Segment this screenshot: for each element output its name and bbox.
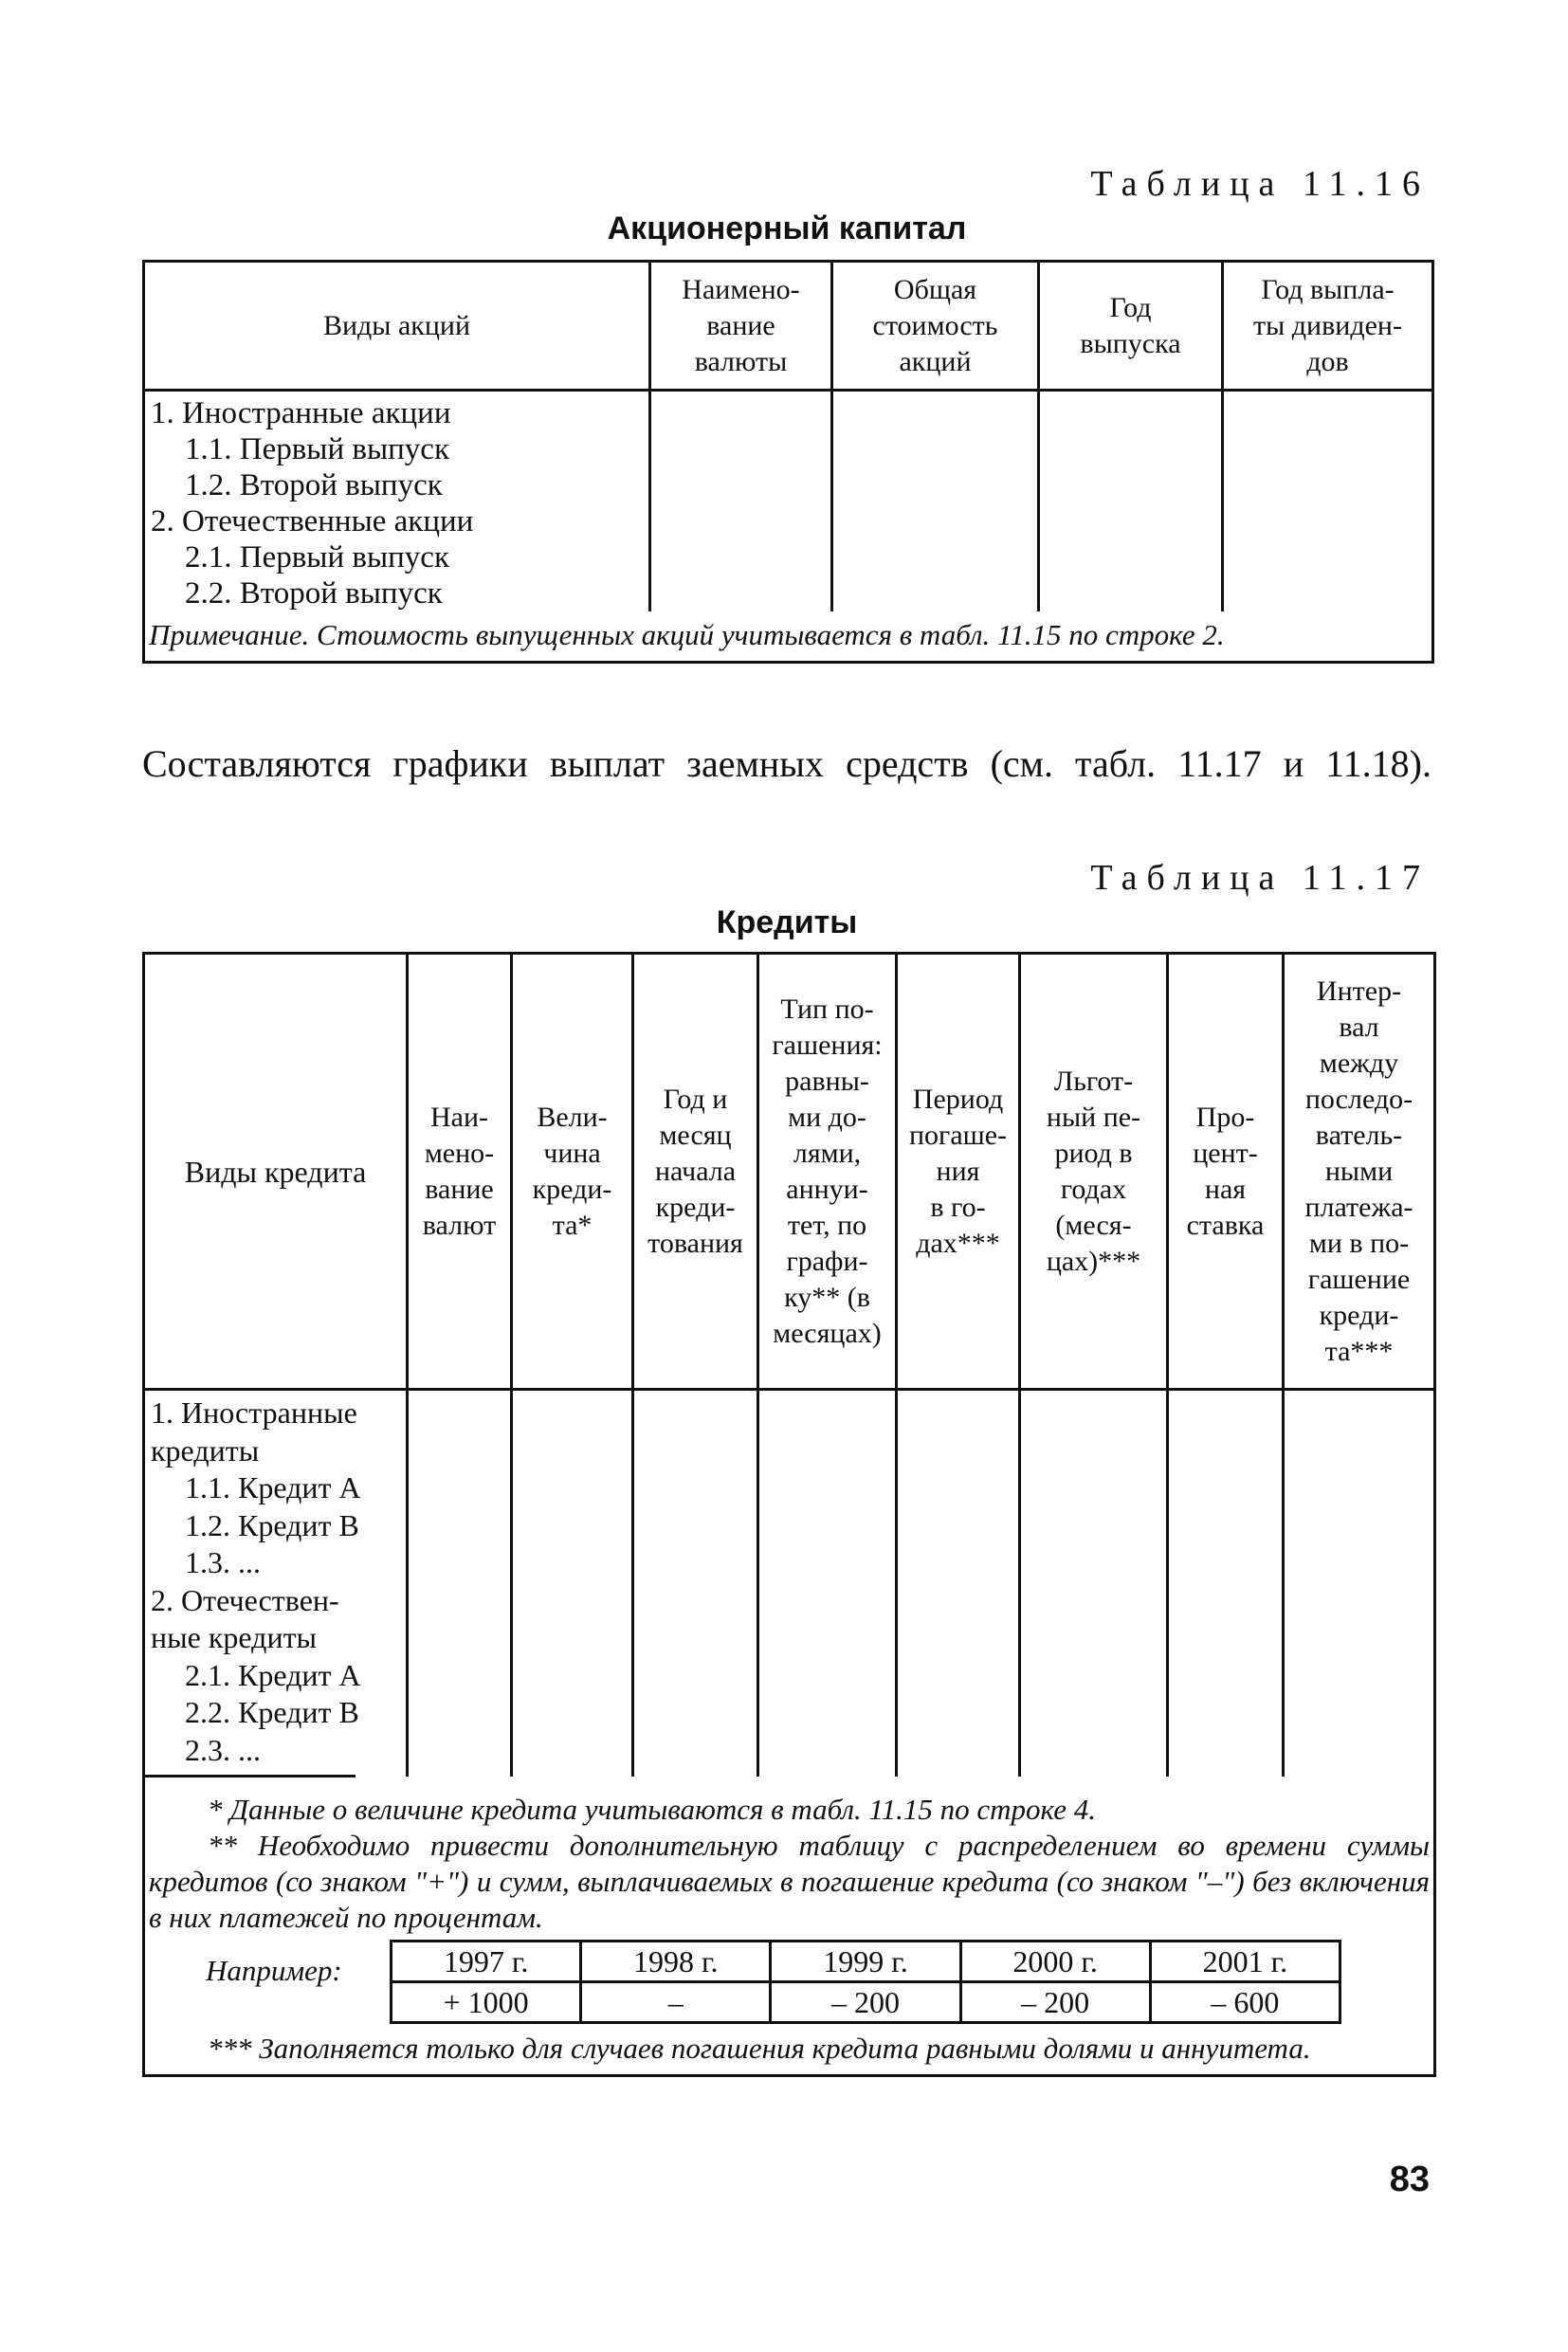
table1-header-dividend-year: Год выпла- ты дивиден- дов [1223, 262, 1433, 391]
table1-row-labels [144, 391, 650, 612]
table2-row: кредиты [151, 1432, 260, 1468]
table2-header-repayment-type: Тип по- гашения: равны- ми до- лями, аннуи- тет, по графи- ку** (в месяцах) [758, 954, 897, 1390]
table2-header-payment-interval: Интер- вал между последо- ватель- ными платежа- ми в по- гашение креди- та*** [1284, 954, 1435, 1390]
example-year: 2001 г. [1150, 1941, 1340, 1981]
example-value: – 600 [1150, 1981, 1340, 2022]
table2-row: 1.2. Кредит В [185, 1507, 359, 1542]
table1-title: Акционерный капитал [607, 210, 967, 246]
footnote-1: * Данные о величине кредита учитываются в табл. 11.15 по строке 4. [208, 1792, 1097, 1826]
table1-caption: Таблица 11.16 [1090, 164, 1430, 204]
table2-caption: Таблица 11.17 [1090, 858, 1430, 898]
example-label: Например: [206, 1953, 342, 1987]
table2 [142, 952, 1436, 2077]
example-value: – 200 [771, 1981, 960, 2022]
table1-row: 1. Иностранные акции [151, 396, 451, 430]
table2-cell [512, 1390, 633, 1777]
table2-header-amount: Вели- чина креди- та* [512, 954, 633, 1390]
footnote-rule [145, 1775, 356, 1778]
table2-cell [633, 1390, 758, 1777]
footnote-3: *** Заполняется только для случаев погашения кредита равными долями и аннуитета. [208, 2031, 1311, 2065]
table2-cell [1168, 1390, 1284, 1777]
table2-row: 2. Отечествен- [151, 1582, 339, 1617]
table1-cell [832, 391, 1039, 612]
table1 [142, 260, 1434, 664]
table2-cell [408, 1390, 512, 1777]
table2-row: 2.3. ... [185, 1732, 261, 1767]
table2-header-currency: Наи- мено- вание валют [408, 954, 512, 1390]
example-value: – 200 [960, 1981, 1150, 2022]
table2-row: 2.1. Кредит А [185, 1657, 361, 1692]
example-year: 2000 г. [960, 1941, 1150, 1981]
example-value: – [581, 1981, 771, 2022]
table1-row: 2.2. Второй выпуск [185, 576, 443, 611]
table2-header-interest-rate: Про- цент- ная ставка [1168, 954, 1284, 1390]
table1-note: Примечание. Стоимость выпущенных акций учитывается в табл. 11.15 по строке 2. [144, 611, 1433, 663]
table1-header-issue-year: Год выпуска [1039, 262, 1223, 391]
example-year: 1997 г. [392, 1941, 581, 1981]
example-year: 1999 г. [771, 1941, 960, 1981]
table2-row-labels [144, 1390, 408, 1777]
example-table [390, 1940, 1341, 2024]
example-value: + 1000 [392, 1981, 581, 2022]
example-year: 1998 г. [581, 1941, 771, 1981]
table1-cell [650, 391, 832, 612]
table1-row: 2.1. Первый выпуск [185, 540, 449, 574]
table2-row: 1.3. ... [185, 1545, 261, 1579]
table1-header-total-value: Общая стоимость акций [832, 262, 1039, 391]
table1-row: 1.1. Первый выпуск [185, 432, 449, 466]
table2-title: Кредиты [716, 904, 858, 940]
page-number: 83 [1389, 2160, 1430, 2199]
table2-row: 2.2. Кредит В [185, 1695, 359, 1729]
example-values-row [392, 1981, 1340, 2022]
table1-row: 2. Отечественные акции [151, 504, 474, 538]
table1-header-currency: Наимено- вание валюты [650, 262, 832, 391]
table1-row: 1.2. Второй выпуск [185, 468, 443, 502]
body-paragraph: Составляются графики выплат заемных средств (см. табл. 11.17 и 11.18). [142, 742, 1431, 785]
table2-header-start-date: Год и месяц начала креди- тования [633, 954, 758, 1390]
table2-cell [897, 1390, 1020, 1777]
table2-header-grace-period: Льгот- ный пе- риод в годах (меся- цах)*** [1020, 954, 1168, 1390]
footnote-2: ** Необходимо привести дополнительную таблицу с распределением во времени суммы кредитов (со знаком "+") и сумм, выплачиваемых в погашение кредита (со знаком "–") без включения в них платежей по процентам. [149, 1828, 1430, 1934]
table1-header-type: Виды акций [144, 262, 650, 391]
table2-header-repayment-period: Период погаше- ния в го- дах*** [897, 954, 1020, 1390]
example-block [149, 1940, 1430, 2031]
example-years-row [392, 1941, 1340, 1981]
table2-cell [1020, 1390, 1168, 1777]
table2-row: 1.1. Кредит А [185, 1470, 361, 1504]
table2-row: 1. Иностранные [151, 1395, 357, 1430]
table2-row: ные кредиты [151, 1620, 318, 1654]
table2-header-type: Виды кредита [144, 954, 408, 1390]
table2-cell [1284, 1390, 1435, 1777]
table1-cell [1039, 391, 1223, 612]
table2-cell [758, 1390, 897, 1777]
table2-footnotes [144, 1777, 1435, 2076]
table1-cell [1223, 391, 1433, 612]
